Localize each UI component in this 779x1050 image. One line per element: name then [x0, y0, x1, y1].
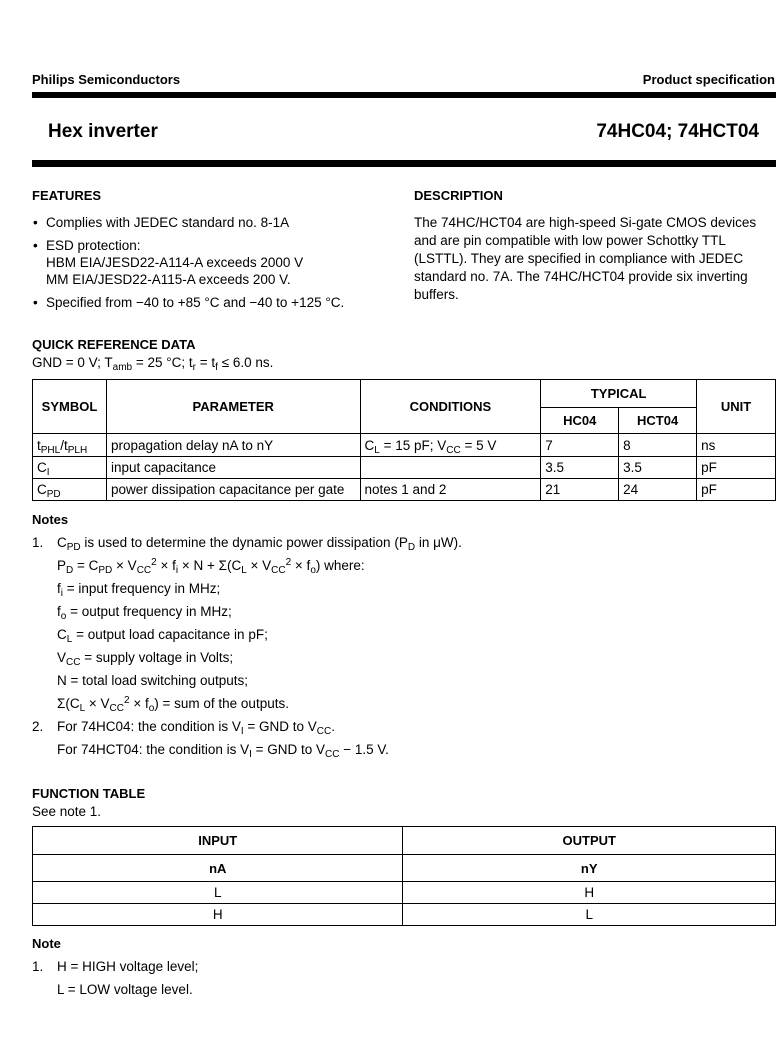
- function-note-line-1: H = HIGH voltage level;: [57, 959, 199, 974]
- feature-item: • Complies with JEDEC standard no. 8-1A: [32, 214, 402, 231]
- col-conditions: CONDITIONS: [360, 380, 541, 434]
- hct04-cell: 3.5: [619, 457, 697, 479]
- function-table-see-note: See note 1.: [32, 804, 102, 819]
- symbol-cell: $C_{PD}$: [33, 479, 107, 501]
- document-type: Product specification: [642, 72, 775, 87]
- note-number: 1.: [32, 535, 44, 550]
- table-row: [33, 479, 776, 501]
- conditions-cell: [360, 457, 541, 479]
- output-cell: H: [403, 882, 776, 904]
- function-note-heading: Note: [32, 936, 61, 951]
- table-row: [33, 904, 776, 926]
- hct04-cell: 8: [619, 434, 697, 457]
- table-row: [33, 457, 776, 479]
- note-number: 2.: [32, 719, 44, 734]
- col-symbol: SYMBOL: [33, 380, 107, 434]
- col-input-pin: nA: [33, 855, 403, 882]
- feature-item: • ESD protection: HBM EIA/JESD22-A114-A exceeds 2000 V MM EIA/JESD22-A115-A exceeds 200 V.: [32, 237, 402, 288]
- description-heading: DESCRIPTION: [414, 188, 503, 203]
- formula-term-fi: $f_i$ = input frequency in MHz;: [57, 581, 221, 599]
- power-formula: $P_D = C_{PD} \times V_{CC}^2 \times f_i \times N + \Sigma(C_L \times V_{CC}^2 \times f_o)$ where:: [57, 557, 365, 576]
- company-name: Philips Semiconductors: [32, 72, 181, 87]
- col-typical: TYPICAL: [541, 380, 697, 408]
- parameter-cell: propagation delay nA to nY: [106, 434, 360, 457]
- hct04-cell: 24: [619, 479, 697, 501]
- col-hc04: HC04: [541, 408, 619, 434]
- hc04-cell: 21: [541, 479, 619, 501]
- parameter-cell: power dissipation capacitance per gate: [106, 479, 360, 501]
- function-table-heading: FUNCTION TABLE: [32, 786, 146, 801]
- parameter-cell: input capacitance: [106, 457, 360, 479]
- formula-term-fo: $f_o$ = output frequency in MHz;: [57, 604, 232, 622]
- feature-item: • Specified from −40 to +85 °C and −40 to +125 °C.: [32, 294, 402, 311]
- col-hct04: HCT04: [619, 408, 697, 434]
- header-rule-bottom: [32, 160, 776, 167]
- formula-term-cl: $C_L$ = output load capacitance in pF;: [57, 627, 268, 645]
- features-list: [32, 214, 402, 317]
- part-numbers: 74HC04; 74HCT04: [596, 121, 759, 142]
- col-output-pin: nY: [403, 855, 776, 882]
- function-note-line-2: L = LOW voltage level.: [57, 982, 193, 997]
- col-unit: UNIT: [697, 380, 776, 434]
- formula-term-sum: $\Sigma(C_L \times V_{CC}^2 \times f_o)$ = sum of the outputs.: [57, 695, 289, 714]
- features-heading: FEATURES: [32, 188, 102, 203]
- conditions-cell: $C_L = 15$ pF; $V_{CC} = 5$ V: [360, 434, 541, 457]
- table-row: [33, 882, 776, 904]
- conditions-cell: notes 1 and 2: [360, 479, 541, 501]
- note-1-text: $C_{PD}$ is used to determine the dynamic power dissipation ($P_D$ in μW).: [57, 535, 462, 553]
- notes-heading: Notes: [32, 512, 69, 527]
- note-number: 1.: [32, 959, 44, 974]
- table-row: [33, 434, 776, 457]
- unit-cell: pF: [697, 457, 776, 479]
- quick-reference-conditions: GND = 0 V; $T_{amb} = 25$ °C; $t_r = t_f \le 6.0$ ns.: [32, 355, 274, 373]
- input-cell: H: [33, 904, 403, 926]
- function-table: [32, 826, 776, 926]
- output-cell: L: [403, 904, 776, 926]
- input-cell: L: [33, 882, 403, 904]
- quick-reference-heading: QUICK REFERENCE DATA: [32, 337, 196, 352]
- unit-cell: ns: [697, 434, 776, 457]
- quick-reference-table: [32, 379, 776, 501]
- description-text: The 74HC/HCT04 are high-speed Si-gate CMOS devices and are pin compatible with low power Schottky TTL (LSTTL). They are specified in compliance with JEDEC standard no. 7A. The 74HC/HCT04 provide six inverting buffers.: [414, 215, 757, 302]
- hc04-cell: 7: [541, 434, 619, 457]
- formula-term-n: N = total load switching outputs;: [57, 673, 248, 688]
- note-2-line-1: For 74HC04: the condition is $V_I$ = GND to $V_{CC}$.: [57, 719, 336, 737]
- symbol-cell: $t_{PHL}/t_{PLH}$: [33, 434, 107, 457]
- symbol-cell: $C_I$: [33, 457, 107, 479]
- page-title: Hex inverter: [48, 121, 158, 142]
- formula-term-vcc: $V_{CC}$ = supply voltage in Volts;: [57, 650, 234, 668]
- col-parameter: PARAMETER: [106, 380, 360, 434]
- unit-cell: pF: [697, 479, 776, 501]
- hc04-cell: 3.5: [541, 457, 619, 479]
- col-input: INPUT: [33, 827, 403, 855]
- header-rule-top: [32, 92, 776, 98]
- note-2-line-2: For 74HCT04: the condition is $V_I$ = GND to $V_{CC} - 1.5$ V.: [57, 742, 389, 760]
- col-output: OUTPUT: [403, 827, 776, 855]
